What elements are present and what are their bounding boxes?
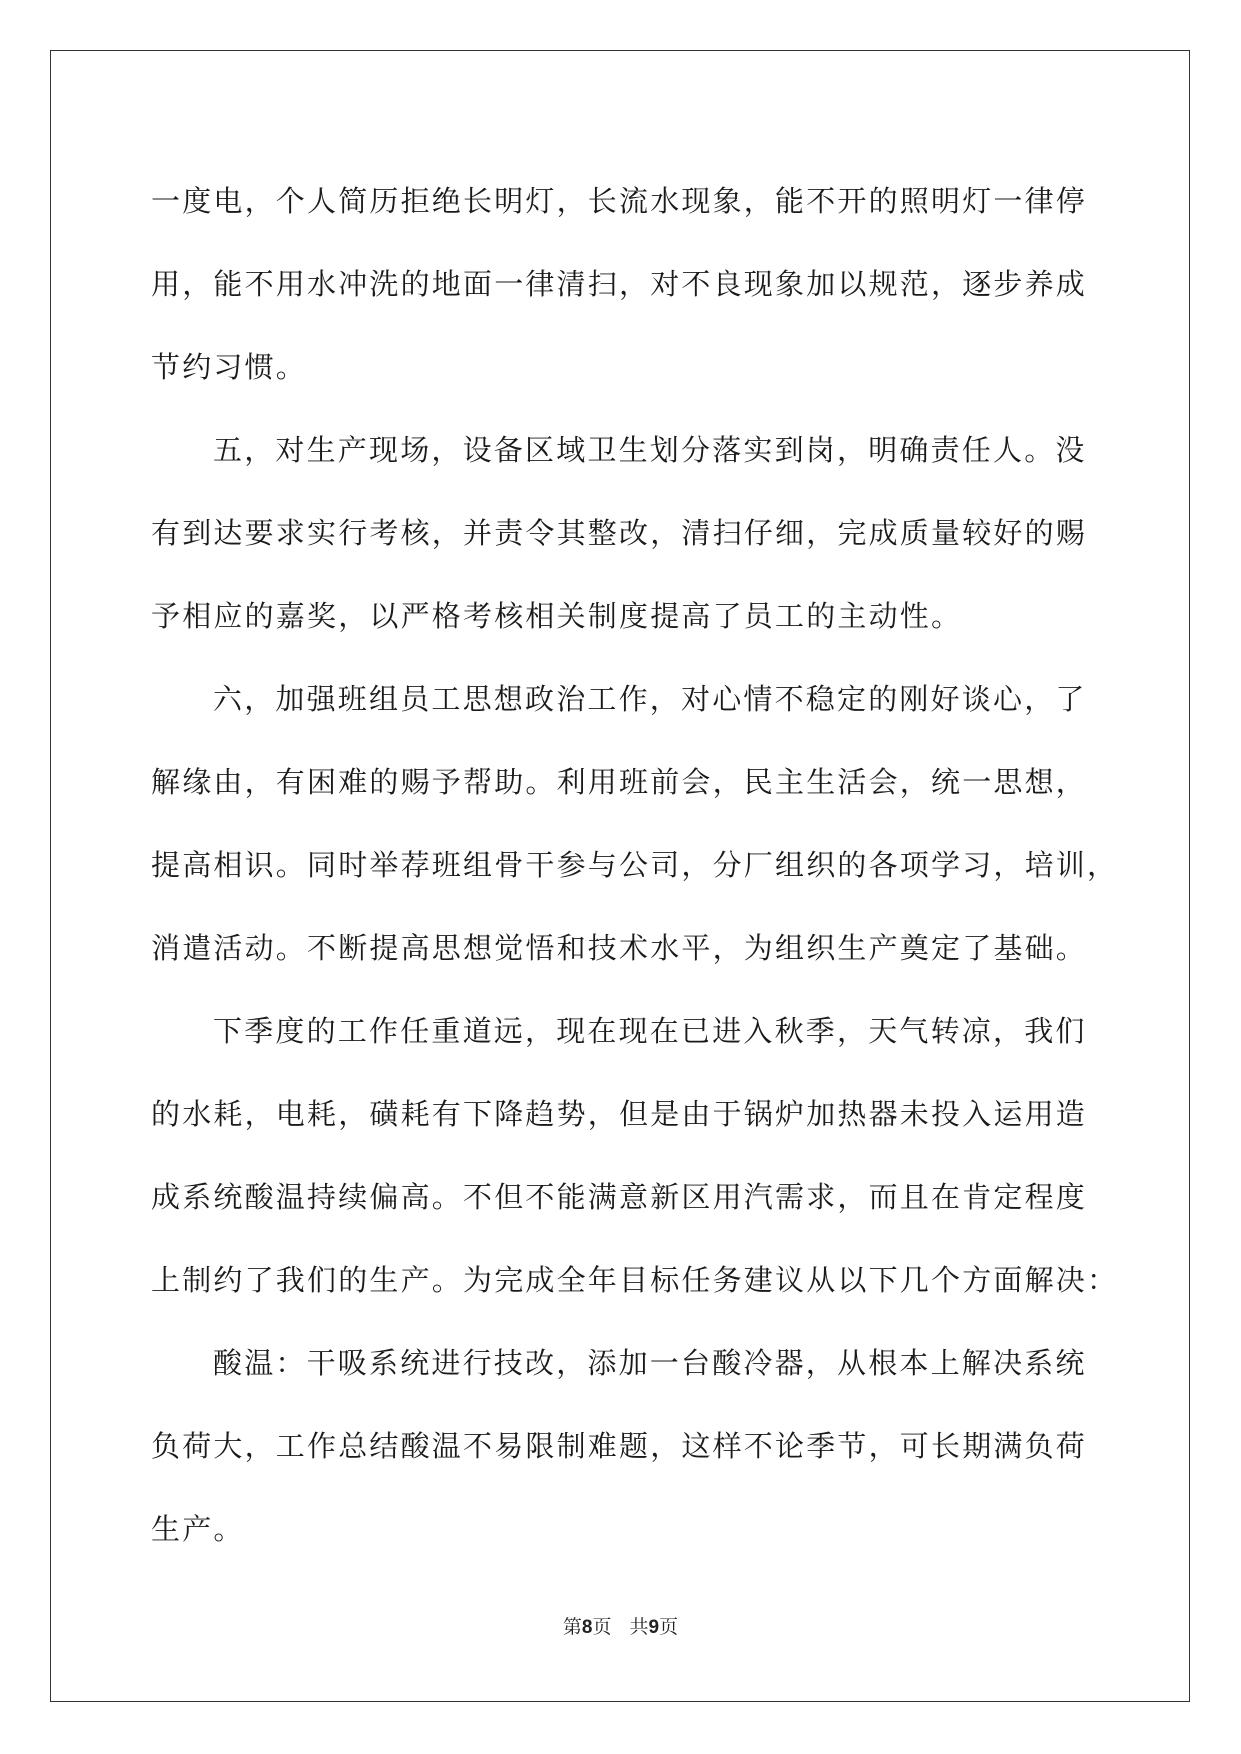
text-line: 有到达要求实行考核，并责令其整改，清扫仔细，完成质量较好的赐 bbox=[151, 516, 1088, 550]
text-line: 上制约了我们的生产。为完成全年目标任务建议从以下几个方面解决： bbox=[151, 1263, 1119, 1297]
footer-page-prefix: 第 bbox=[562, 1616, 582, 1638]
footer-total-pages: 9 bbox=[648, 1617, 660, 1638]
paragraph-start-line: 酸温：干吸系统进行技改，添加一台酸冷器，从根本上解决系统 bbox=[213, 1346, 1087, 1380]
text-line: 用，能不用水冲洗的地面一律清扫，对不良现象加以规范，逐步养成 bbox=[151, 267, 1088, 301]
text-line: 提高相识。同时举荐班组骨干参与公司，分厂组织的各项学习，培训， bbox=[151, 848, 1119, 882]
text-line: 节约习惯。 bbox=[151, 350, 308, 384]
text-line: 成系统酸温持续偏高。不但不能满意新区用汽需求，而且在肯定程度 bbox=[151, 1180, 1088, 1214]
text-line: 的水耗，电耗，磺耗有下降趋势，但是由于锅炉加热器未投入运用造 bbox=[151, 1097, 1088, 1131]
paragraph-start-line: 五，对生产现场，设备区域卫生划分落实到岗，明确责任人。没 bbox=[213, 433, 1087, 467]
footer-page-suffix: 页 bbox=[592, 1616, 612, 1638]
page-number-footer bbox=[0, 1612, 1241, 1639]
text-line: 消遣活动。不断提高思想觉悟和技术水平，为组织生产奠定了基础。 bbox=[151, 931, 1088, 965]
text-line: 一度电，个人简历拒绝长明灯，长流水现象，能不开的照明灯一律停 bbox=[151, 184, 1088, 218]
text-line: 予相应的嘉奖，以严格考核相关制度提高了员工的主动性。 bbox=[151, 599, 963, 633]
paragraph-start-line: 下季度的工作任重道远，现在现在已进入秋季，天气转凉，我们 bbox=[213, 1014, 1087, 1048]
paragraph-start-line: 六，加强班组员工思想政治工作，对心情不稳定的刚好谈心，了 bbox=[213, 682, 1087, 716]
text-line: 负荷大，工作总结酸温不易限制难题，这样不论季节，可长期满负荷 bbox=[151, 1429, 1088, 1463]
document-body bbox=[151, 160, 1119, 1571]
text-line: 生产。 bbox=[151, 1512, 245, 1546]
footer-current-page: 8 bbox=[581, 1617, 593, 1638]
footer-total-suffix: 页 bbox=[659, 1616, 679, 1638]
footer-total-prefix: 共 bbox=[629, 1616, 649, 1638]
text-line: 解缘由，有困难的赐予帮助。利用班前会，民主生活会，统一思想， bbox=[151, 765, 1088, 799]
